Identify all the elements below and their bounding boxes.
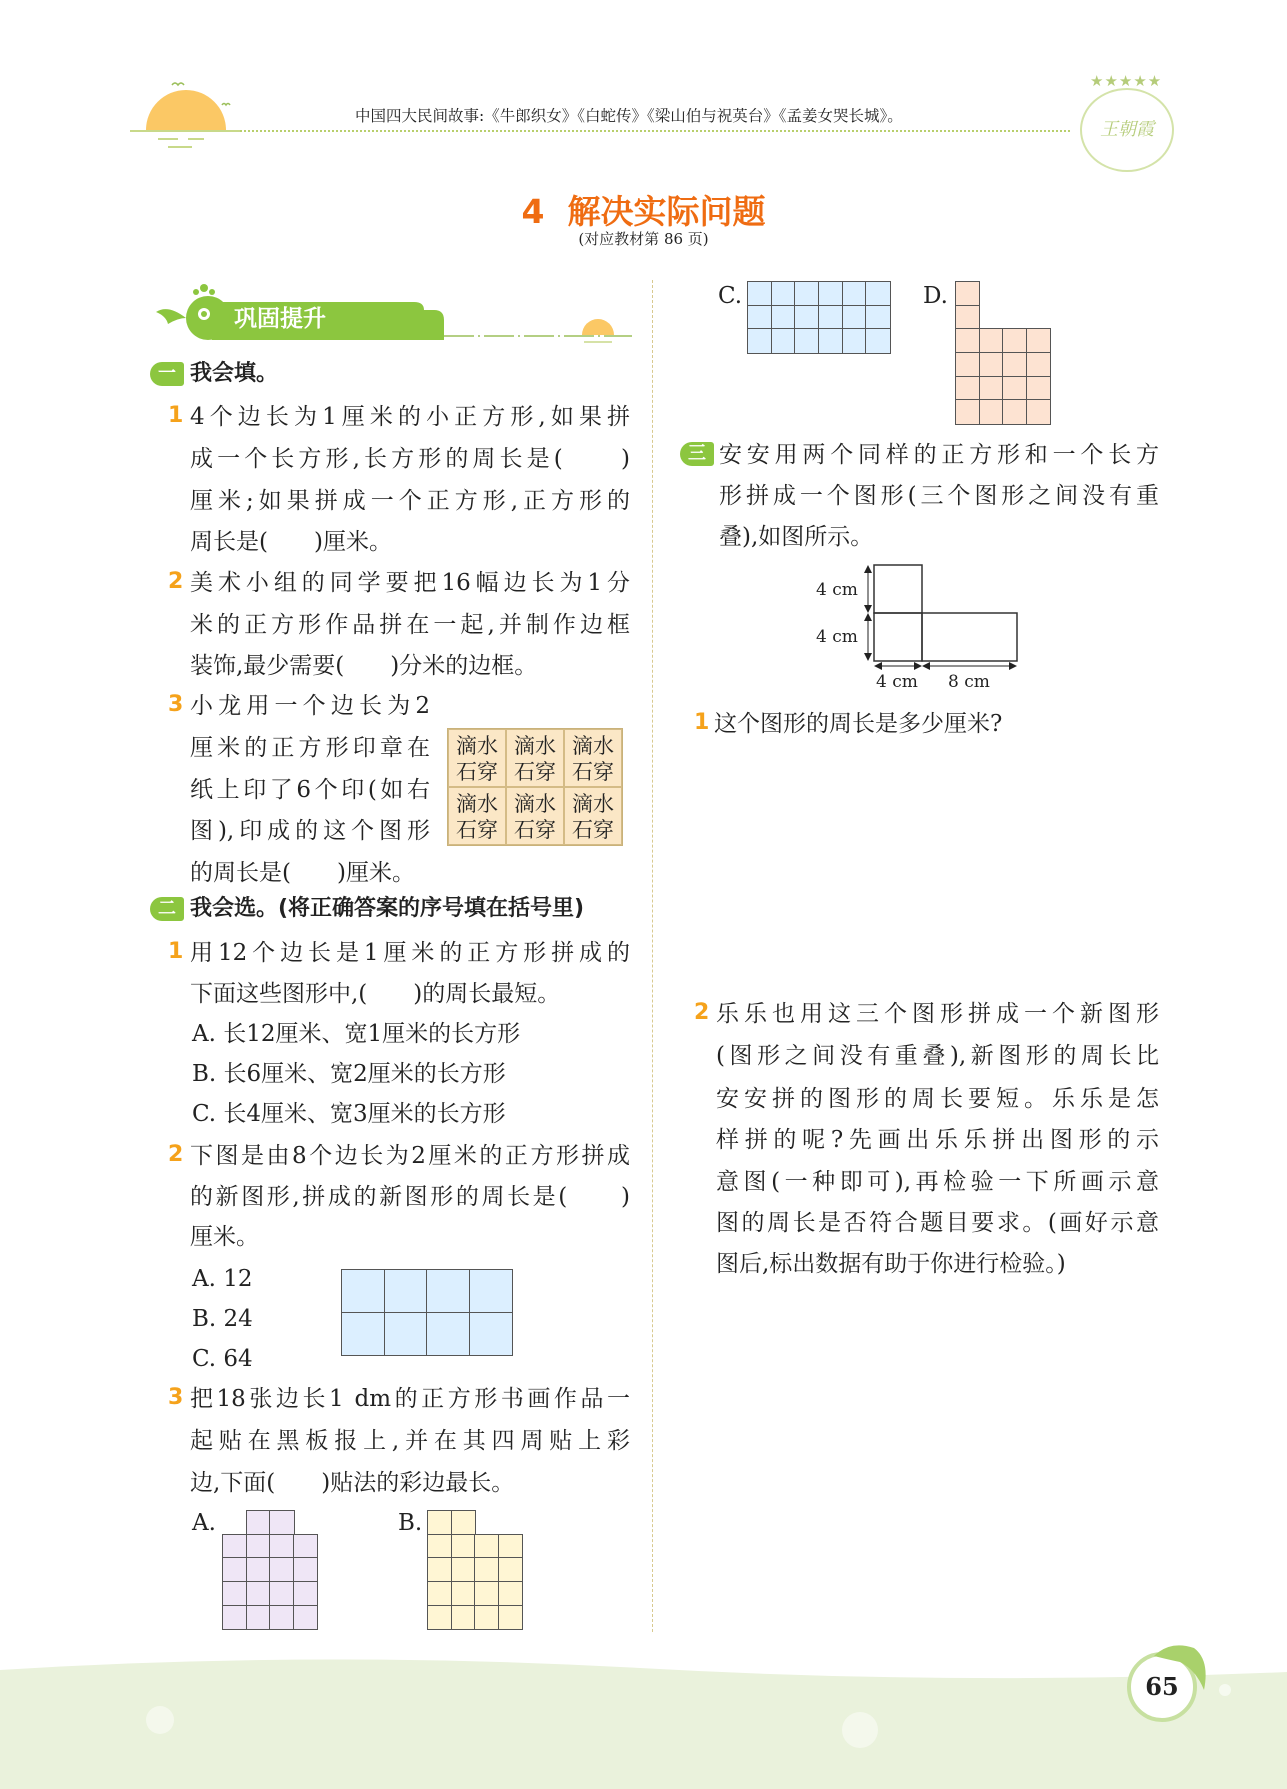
question-text: 安安拼的图形的周长要短。乐乐是怎	[716, 1086, 1159, 1112]
empty-space	[979, 281, 1003, 305]
question-text: 4个边长为1厘米的小正方形,如果拼	[190, 404, 630, 430]
header-divider	[240, 130, 1070, 132]
grid-cell	[1026, 376, 1051, 401]
grid-cell	[794, 328, 819, 353]
grid-cell	[979, 328, 1004, 353]
grid-cell	[246, 1581, 271, 1606]
question-text: 样拼的呢?先画出乐乐拼出图形的示	[716, 1127, 1159, 1153]
dim-label-bottom: 4 cm	[816, 627, 858, 647]
footer-wave-decoration	[0, 1650, 1287, 1789]
option: C. 64	[192, 1346, 253, 1372]
question-text: 美术小组的同学要把16幅边长为1分	[190, 570, 630, 596]
grid-cell	[498, 1557, 523, 1582]
question-text: 起贴在黑板报上,并在其四周贴上彩	[190, 1428, 630, 1454]
grid-cell	[293, 1534, 318, 1559]
grid-cell	[246, 1605, 271, 1630]
option: A. 12	[192, 1266, 253, 1292]
question-text: 意图(一种即可),再检验一下所画示意	[716, 1169, 1159, 1195]
grid-cell	[222, 1534, 247, 1559]
grid-cell	[427, 1510, 452, 1535]
question-text: 图后,标出数据有助于你进行检验。)	[716, 1251, 1066, 1277]
empty-space	[293, 1510, 317, 1534]
question-text: 装饰,最少需要( )分米的边框。	[190, 653, 538, 679]
grid-cell	[818, 305, 843, 330]
grid-cell	[955, 328, 980, 353]
option: A. 长12厘米、宽1厘米的长方形	[192, 1021, 521, 1047]
grid-cell	[794, 281, 819, 306]
grid-cell	[498, 1534, 523, 1559]
page-subtitle: (对应教材第 86 页)	[578, 230, 709, 248]
option-label-d: D.	[923, 283, 948, 309]
stamp-cell: 滴水石穿	[564, 729, 622, 787]
column-divider	[652, 280, 653, 1632]
grid-cell	[426, 1269, 470, 1313]
question-number: 1	[168, 939, 184, 964]
question-text: 安安用两个同样的正方形和一个长方	[719, 442, 1159, 468]
figure-option-c	[747, 281, 890, 353]
empty-space	[1026, 281, 1050, 305]
grid-cell	[426, 1312, 470, 1356]
grid-cell	[1026, 328, 1051, 353]
option: B. 24	[192, 1306, 253, 1332]
empty-space	[498, 1510, 522, 1534]
figure-option-a	[222, 1510, 317, 1628]
grid-cell	[427, 1581, 452, 1606]
question-text: 的新图形,拼成的新图形的周长是( )	[190, 1184, 630, 1210]
section-badge-2: 二	[150, 897, 184, 921]
question-text: (图形之间没有重叠),新图形的周长比	[716, 1043, 1159, 1069]
publisher-logo	[1080, 88, 1174, 172]
empty-space	[1026, 305, 1050, 329]
grid-cell	[842, 328, 867, 353]
question-text: 形拼成一个图形(三个图形之间没有重	[719, 483, 1159, 509]
question-text: 厘米;如果拼成一个正方形,正方形的	[190, 488, 630, 514]
grid-cell	[979, 399, 1004, 424]
grid-cell	[269, 1581, 294, 1606]
grid-cell	[384, 1312, 428, 1356]
logo-text: 王朝霞	[1100, 119, 1154, 140]
stamp-cell: 滴水石穿	[506, 729, 564, 787]
whale-banner-icon	[152, 280, 632, 345]
grid-cell	[865, 281, 890, 306]
grid-cell	[771, 328, 796, 353]
question-text: 用12个边长是1厘米的正方形拼成的	[190, 940, 630, 966]
section-heading-1: 我会填。	[190, 361, 279, 386]
option: B. 长6厘米、宽2厘米的长方形	[192, 1061, 506, 1087]
grid-cell	[222, 1605, 247, 1630]
question-text: 这个图形的周长是多少厘米?	[714, 711, 1003, 737]
grid-cell	[498, 1605, 523, 1630]
figure-option-b	[427, 1510, 522, 1628]
grid-cell	[474, 1557, 499, 1582]
dolphin-icon	[1150, 1640, 1220, 1700]
question-text: 的周长是( )厘米。	[190, 860, 415, 886]
grid-cell	[469, 1269, 513, 1313]
question-number: 2	[694, 1000, 710, 1025]
question-text: 厘米的正方形印章在	[190, 735, 430, 761]
grid-cell	[955, 352, 980, 377]
grid-cell	[451, 1534, 476, 1559]
empty-space	[222, 1510, 246, 1534]
question-text: 成一个长方形,长方形的周长是( )	[190, 446, 630, 472]
grid-cell	[771, 281, 796, 306]
empty-space	[1002, 281, 1026, 305]
grid-cell	[865, 328, 890, 353]
option-label-c: C.	[718, 283, 743, 309]
banner-label: 巩固提升	[234, 306, 326, 332]
grid-cell	[246, 1557, 271, 1582]
figure-option-d	[955, 281, 1050, 423]
empty-space	[1002, 305, 1026, 329]
grid-cell	[451, 1581, 476, 1606]
grid-cell	[979, 376, 1004, 401]
question-text: 乐乐也用这三个图形拼成一个新图形	[716, 1001, 1159, 1027]
grid-cell	[1026, 352, 1051, 377]
stamp-cell: 滴水石穿	[448, 787, 506, 845]
grid-cell	[293, 1557, 318, 1582]
option: C. 长4厘米、宽3厘米的长方形	[192, 1101, 506, 1127]
question-number: 2	[168, 1142, 184, 1167]
question-number: 3	[168, 692, 184, 717]
grid-cell	[427, 1605, 452, 1630]
grid-cell	[794, 305, 819, 330]
grid-cell	[269, 1534, 294, 1559]
grid-cell	[818, 328, 843, 353]
grid-cell	[1002, 352, 1027, 377]
grid-cell	[842, 281, 867, 306]
dim-label-top: 4 cm	[816, 580, 858, 600]
grid-cell	[1002, 376, 1027, 401]
grid-cell	[498, 1581, 523, 1606]
question-number: 3	[168, 1385, 184, 1410]
question-number: 1	[694, 710, 710, 735]
question-text: 把18张边长1 dm的正方形书画作品一	[190, 1386, 630, 1412]
section-badge-3: 三	[680, 442, 714, 466]
figure-8-squares	[341, 1269, 512, 1355]
question-text: 纸上印了6个印(如右	[190, 777, 430, 803]
question-text: 图的周长是否符合题目要求。(画好示意	[716, 1210, 1159, 1236]
grid-cell	[955, 281, 980, 306]
stamp-cell: 滴水石穿	[448, 729, 506, 787]
grid-cell	[1002, 399, 1027, 424]
question-text: 小龙用一个边长为2	[190, 693, 430, 719]
grid-cell	[269, 1605, 294, 1630]
page-title: 4 解决实际问题	[521, 192, 766, 231]
header-text: 中国四大民间故事:《牛郎织女》《白蛇传》《梁山伯与祝英台》《孟姜女哭长城》。	[355, 107, 903, 125]
page-number: 65	[1145, 1672, 1179, 1701]
grid-cell	[293, 1605, 318, 1630]
grid-cell	[269, 1557, 294, 1582]
question-text: 叠),如图所示。	[719, 524, 874, 550]
grid-cell	[1002, 328, 1027, 353]
question-text: 图),印成的这个图形	[190, 818, 430, 844]
grid-cell	[747, 328, 772, 353]
grid-cell	[384, 1269, 428, 1313]
stamp-figure	[447, 728, 623, 846]
grid-cell	[293, 1581, 318, 1606]
grid-cell	[818, 281, 843, 306]
grid-cell	[1026, 399, 1051, 424]
section-badge-1: 一	[150, 362, 184, 386]
empty-space	[474, 1510, 498, 1534]
grid-cell	[269, 1510, 294, 1535]
grid-cell	[246, 1534, 271, 1559]
stamp-cell: 滴水石穿	[564, 787, 622, 845]
grid-cell	[474, 1605, 499, 1630]
option-label-b: B.	[398, 1510, 423, 1536]
grid-cell	[955, 399, 980, 424]
question-number: 2	[168, 569, 184, 594]
question-number: 1	[168, 403, 184, 428]
grid-cell	[955, 376, 980, 401]
grid-cell	[427, 1557, 452, 1582]
option-label-a: A.	[192, 1510, 216, 1536]
grid-cell	[451, 1557, 476, 1582]
grid-cell	[222, 1581, 247, 1606]
grid-cell	[341, 1269, 385, 1313]
empty-space	[979, 305, 1003, 329]
stars-icon: ★★★★★	[1090, 72, 1163, 90]
grid-cell	[469, 1312, 513, 1356]
grid-cell	[747, 281, 772, 306]
grid-cell	[865, 305, 890, 330]
grid-cell	[771, 305, 796, 330]
grid-cell	[474, 1581, 499, 1606]
grid-cell	[955, 305, 980, 330]
question-text: 周长是( )厘米。	[190, 529, 392, 555]
question-text: 下图是由8个边长为2厘米的正方形拼成	[190, 1143, 630, 1169]
question-text: 边,下面( )贴法的彩边最长。	[190, 1470, 515, 1496]
question-text: 下面这些图形中,( )的周长最短。	[190, 981, 561, 1007]
question-text: 米的正方形作品拼在一起,并制作边框	[190, 612, 630, 638]
grid-cell	[747, 305, 772, 330]
grid-cell	[474, 1534, 499, 1559]
grid-cell	[451, 1510, 476, 1535]
grid-cell	[222, 1557, 247, 1582]
grid-cell	[979, 352, 1004, 377]
grid-cell	[341, 1312, 385, 1356]
stamp-cell: 滴水石穿	[506, 787, 564, 845]
grid-cell	[427, 1534, 452, 1559]
dim-label-left-width: 4 cm	[876, 672, 918, 692]
section-heading-2: 我会选。(将正确答案的序号填在括号里)	[190, 896, 585, 921]
grid-cell	[246, 1510, 271, 1535]
dim-label-right-width: 8 cm	[948, 672, 990, 692]
sun-decoration-icon	[130, 75, 240, 155]
grid-cell	[451, 1605, 476, 1630]
composite-shape-figure	[860, 560, 1030, 670]
question-text: 厘米。	[190, 1224, 259, 1250]
grid-cell	[842, 305, 867, 330]
